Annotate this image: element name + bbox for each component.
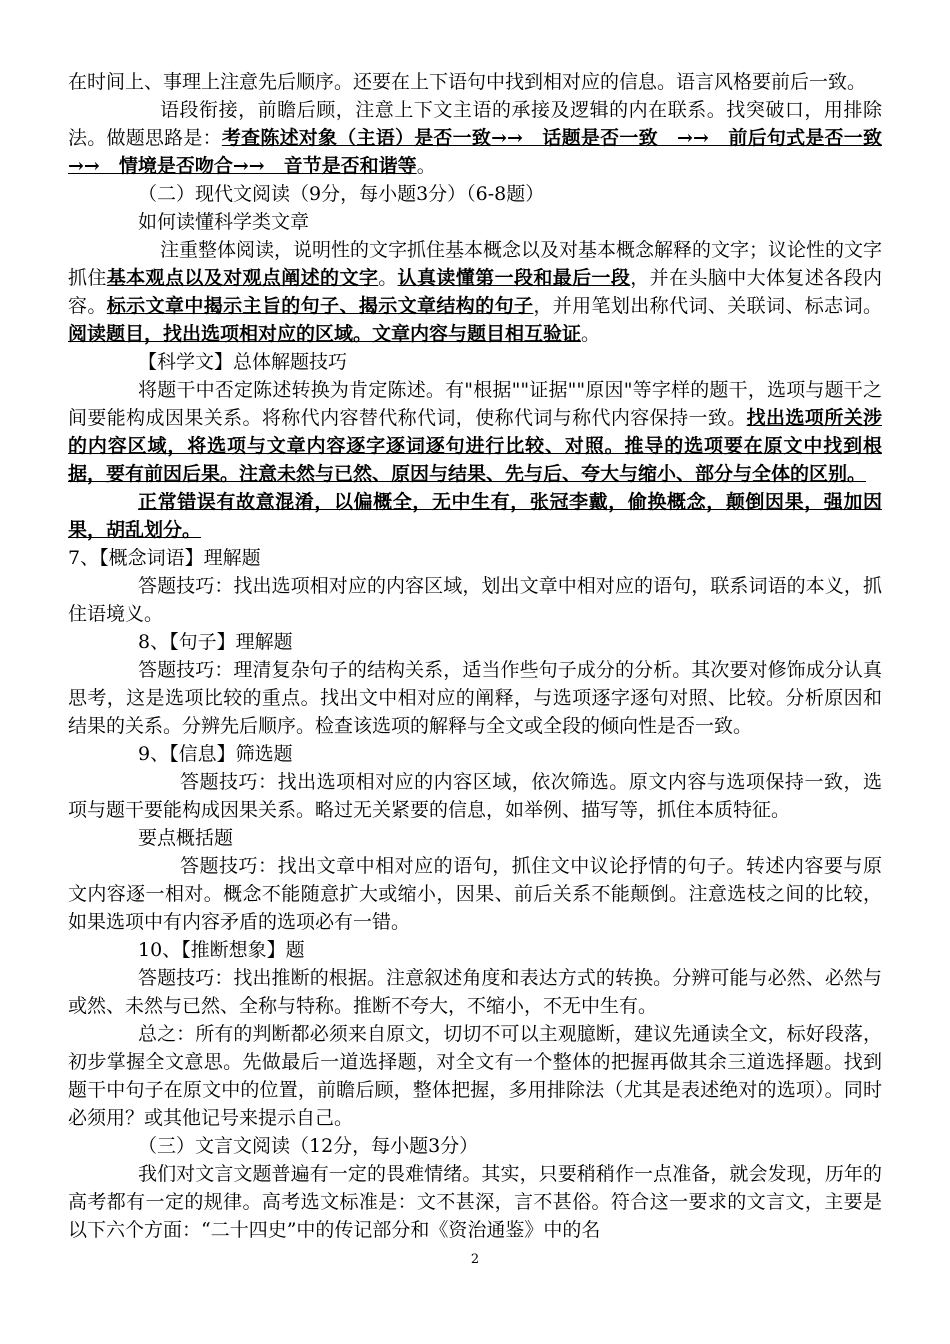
text-segment: 。 xyxy=(581,323,601,345)
paragraph-p1 xyxy=(68,68,882,96)
text-segment: （三）文言文阅读（12分，每小题3分） xyxy=(138,1135,479,1157)
paragraph-p18 xyxy=(68,964,882,1020)
document-body xyxy=(68,68,882,1244)
text-segment: 答题技巧：找出选项相对应的内容区域，依次筛选。原文内容与选项保持一致，选项与题干要能构成因果关系。略过无关紧要的信息，如举例、描写等，抓住本质特征。 xyxy=(68,771,882,821)
emphasized-text: 基本观点以及对观点阐述的文字 xyxy=(106,267,379,289)
paragraph-p15 xyxy=(68,824,882,852)
emphasized-text: 标示文章中揭示主旨的句子、揭示文章结构的句子 xyxy=(106,295,534,317)
text-segment: 。 xyxy=(416,155,436,177)
text-segment: 8、【句子】理解题 xyxy=(138,631,293,653)
paragraph-p17 xyxy=(68,936,882,964)
paragraph-p4 xyxy=(68,208,882,236)
text-segment: 要点概括题 xyxy=(138,827,234,849)
text-segment: 【科学文】总体解题技巧 xyxy=(138,351,348,373)
text-segment: 10、【推断想象】题 xyxy=(138,939,305,961)
text-segment: ，并用笔划出称代词、关联词、标志词。 xyxy=(533,295,882,317)
paragraph-p12 xyxy=(68,656,882,740)
text-segment: 语段衔接，前瞻后顾，注意上下文主语的承接及逻辑的内在联系。找突破口，用排除法。做题思路是： xyxy=(68,99,882,149)
text-segment: （二）现代文阅读（9分，每小题3分）（6-8题） xyxy=(138,183,545,205)
paragraph-p5 xyxy=(68,236,882,348)
text-segment: 如何读懂科学类文章 xyxy=(138,211,310,233)
text-segment: 注重整体阅读，说明性的文字抓住基本概念以及对基本概念解释的文字；议论性的文字抓住 xyxy=(68,239,883,289)
paragraph-p13 xyxy=(68,740,882,768)
paragraph-p21 xyxy=(68,1160,882,1244)
text-segment: 9、【信息】筛选题 xyxy=(138,743,293,765)
text-segment: 7、【概念词语】理解题 xyxy=(68,547,261,569)
paragraph-p6 xyxy=(68,348,882,376)
text-segment: 。 xyxy=(378,267,398,289)
emphasized-text: 正常错误有故意混淆，以偏概全，无中生有，张冠李戴，偷换概念，颠倒因果，强加因果，胡乱划分。 xyxy=(68,491,882,541)
text-segment: 答题技巧：找出推断的根据。注意叙述角度和表达方式的转换。分辨可能与必然、必然与或然、未然与已然、全称与特称。推断不夸大，不缩小，不无中生有。 xyxy=(68,967,882,1017)
text-segment: 答题技巧：找出文章中相对应的语句，抓住文中议论抒情的句子。转述内容要与原文内容逐一相对。概念不能随意扩大或缩小，因果、前后关系不能颠倒。注意选枝之间的比较，如果选项中有内容矛盾的选项必有一错。 xyxy=(68,855,882,933)
emphasized-text: 找出选项所关涉的内容区域，将选项与文章内容逐字逐词逐句进行比较、对照。推导的选项要在原文中找到根据，要有前因后果。注意未然与已然、原因与结果、先与后、夸大与缩小、部分与全体的区别。 xyxy=(68,407,882,485)
emphasized-text: 阅读题目，找出选项相对应的区域。文章内容与题目相互验证 xyxy=(68,323,582,345)
text-segment: 答题技巧：理清复杂句子的结构关系，适当作些句子成分的分析。其次要对修饰成分认真思考，这是选项比较的重点。找出文中相对应的阐释，与选项逐字逐句对照、比较。分析原因和结果的关系。分辨先后顺序。检查该选项的解释与全文或全段的倾向性是否一致。 xyxy=(68,659,882,737)
paragraph-p8 xyxy=(68,488,882,544)
text-segment: 答题技巧：找出选项相对应的内容区域，划出文章中相对应的语句，联系词语的本义，抓住语境义。 xyxy=(68,575,882,625)
paragraph-p16 xyxy=(68,852,882,936)
paragraph-p9 xyxy=(68,544,882,572)
text-segment: ，并在头脑中大体复述各段内容。 xyxy=(68,267,882,317)
text-segment: 将题干中否定陈述转换为肯定陈述。有"根据""证据""原因"等字样的题干，选项与题干之间要能构成因果关系。将称代内容替代称代词，使称代词与称代内容保持一致。 xyxy=(68,379,882,429)
emphasized-text: 认真读懂第一段和最后一段 xyxy=(397,267,631,289)
paragraph-p3 xyxy=(68,180,882,208)
paragraph-p11 xyxy=(68,628,882,656)
paragraph-p19 xyxy=(68,1020,882,1132)
text-segment: 在时间上、事理上注意先后顺序。还要在上下语句中找到相对应的信息。语言风格要前后一致。 xyxy=(68,71,867,93)
paragraph-p7 xyxy=(68,376,882,488)
emphasized-text: 考查陈述对象（主语）是否一致→→ 话题是否一致 →→ 前后句式是否一致→→ 情境是否吻合→→ 音节是否和谐等 xyxy=(68,127,882,177)
paragraph-p14 xyxy=(68,768,882,824)
paragraph-p20 xyxy=(68,1132,882,1160)
text-segment: 我们对文言文题普遍有一定的畏难情绪。其实，只要稍稍作一点准备，就会发现，历年的高考都有一定的规律。高考选文标准是：文不甚深，言不甚俗。符合这一要求的文言文，主要是以下六个方面：“二十四史”中的传记部分和《资治通鉴》中的名 xyxy=(68,1163,882,1241)
page-number: 2 xyxy=(470,1252,480,1267)
text-segment: 总之：所有的判断都必须来自原文，切切不可以主观臆断，建议先通读全文，标好段落，初步掌握全文意思。先做最后一道选择题，对全文有一个整体的把握再做其余三道选择题。找到题干中句子在原文中的位置，前瞻后顾，整体把握，多用排除法（尤其是表述绝对的选项）。同时必须用？或其他记号来提示自己。 xyxy=(68,1023,882,1129)
paragraph-p2 xyxy=(68,96,882,180)
paragraph-p10 xyxy=(68,572,882,628)
